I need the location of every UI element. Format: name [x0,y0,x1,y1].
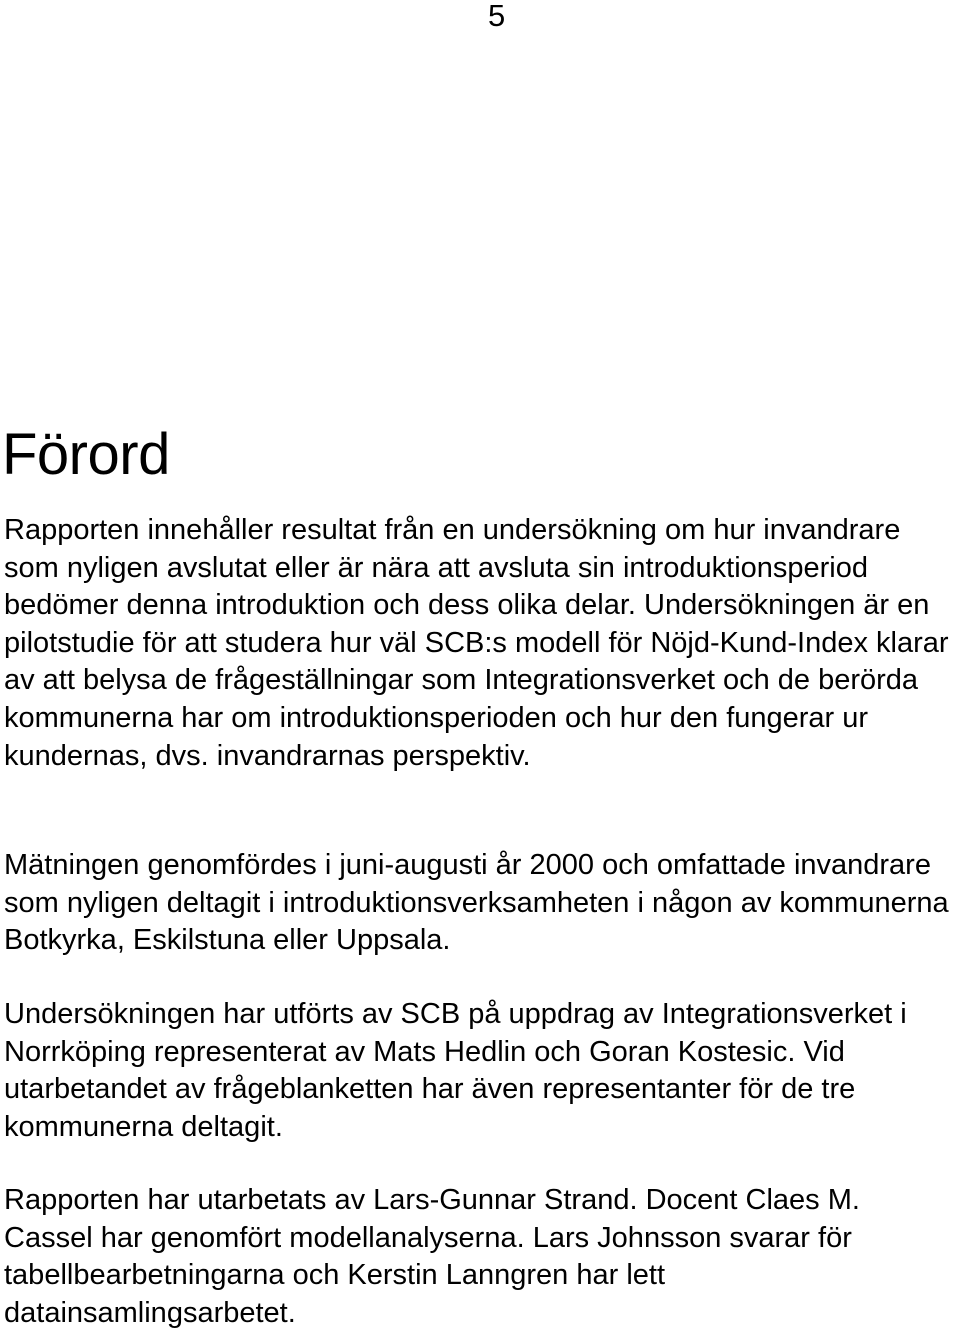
paragraph-authors: Rapporten har utarbetats av Lars-Gunnar Strand. Docent Claes M. Cassel har genomfört modellanalyserna. Lars Johnsson svarar för tabellbearbetningarna och Kerstin Lanngren har lett datainsamlingsarbetet. [4,1184,860,1329]
paragraph-measurement: Mätningen genomfördes i juni-augusti år 2000 och omfattade invandrare som nyligen deltagit i introduktionsverksamheten i någon av kommunerna Botkyrka, Eskilstuna eller Uppsala. [4,849,949,957]
paragraph-intro: Rapporten innehåller resultat från en undersökning om hur invandrare som nyligen avslutat eller är nära att avsluta sin introduktionsperiod bedömer denna introduktion och dess olika delar. Undersökningen är en pilotstudie för att studera hur väl SCB:s modell för Nöjd-Kund-Index klarar av att belysa de frågeställningar som Integrationsverket och de berörda kommunerna har om introduktionsperioden och hur den fungerar ur kundernas, dvs. invandrarnas perspektiv. [4,514,949,772]
paragraph-commission: Undersökningen har utförts av SCB på uppdrag av Integrationsverket i Norrköping representerat av Mats Hedlin och Goran Kostesic. Vid utarbetandet av frågeblanketten har även representanter för de tre kommunerna deltagit. [4,998,907,1143]
page-number: 5 [488,0,506,33]
page-title: Förord [2,422,170,487]
